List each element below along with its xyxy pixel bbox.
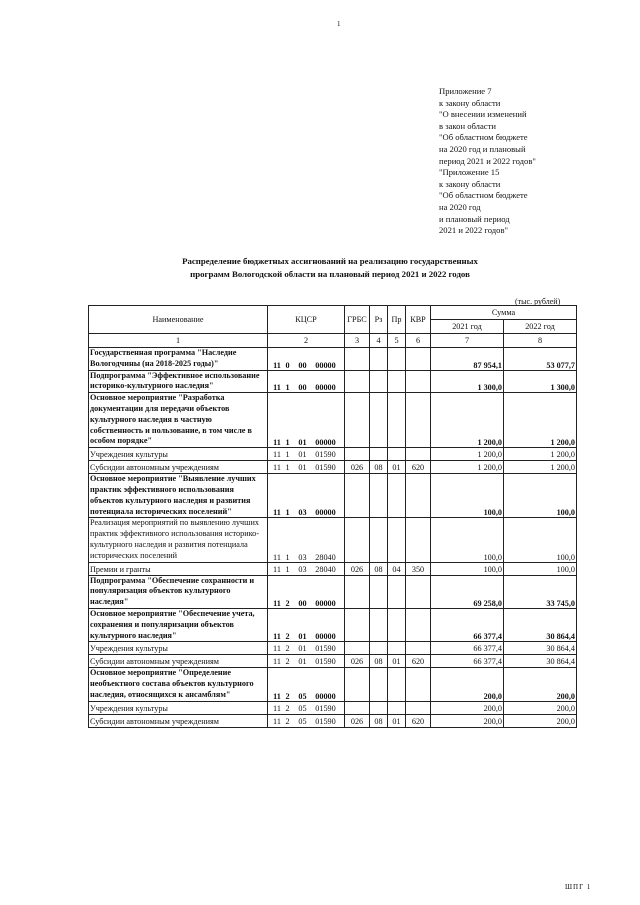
kcsr-part: 11 [273, 552, 281, 562]
kcsr-part: 00000 [315, 438, 336, 448]
kcsr-part: 11 [273, 463, 281, 473]
row-rz [370, 701, 388, 714]
row-sum-2022: 30 864,4 [504, 608, 577, 641]
row-grbs [345, 448, 370, 461]
row-kcsr [268, 562, 345, 575]
kcsr-part: 03 [298, 552, 307, 562]
kcsr-part: 1 [285, 564, 290, 574]
kcsr-part: 00000 [315, 383, 336, 393]
kcsr-part: 28040 [315, 564, 336, 574]
row-name: Учреждения культуры [89, 701, 268, 714]
row-kcsr [268, 461, 345, 474]
row-sum-2021: 1 300,0 [431, 370, 504, 393]
table-row [89, 474, 577, 518]
row-grbs: 026 [345, 461, 370, 474]
header-pr: Пр [388, 306, 406, 334]
kcsr-part: 01590 [315, 657, 336, 667]
row-grbs [345, 668, 370, 701]
row-kcsr [268, 370, 345, 393]
row-sum-2021: 1 200,0 [431, 393, 504, 448]
appendix-line: "Об областном бюджете [439, 132, 528, 143]
row-sum-2022: 100,0 [504, 474, 577, 518]
row-kcsr [268, 701, 345, 714]
row-rz [370, 575, 388, 608]
row-grbs: 026 [345, 714, 370, 727]
kcsr-part: 05 [298, 716, 307, 726]
row-pr [388, 608, 406, 641]
row-rz: 08 [370, 655, 388, 668]
kcsr-part: 1 [285, 450, 290, 460]
row-kvr [406, 348, 431, 371]
kcsr-part: 11 [273, 598, 281, 608]
row-kvr [406, 668, 431, 701]
row-pr: 01 [388, 714, 406, 727]
row-grbs [345, 701, 370, 714]
header-kcsr: КЦСР [268, 306, 345, 334]
row-kcsr [268, 518, 345, 562]
row-name: Премии и гранты [89, 562, 268, 575]
column-number: 5 [388, 334, 406, 348]
row-sum-2021: 100,0 [431, 518, 504, 562]
header-year-2022: 2022 год [504, 320, 577, 334]
row-rz [370, 474, 388, 518]
kcsr-part: 1 [285, 508, 290, 518]
row-name: Основное мероприятие "Определение необъектного состава объектов культурного наследия, относящихся к ансамблям" [89, 668, 268, 701]
kcsr-part: 11 [273, 383, 281, 393]
page-number: 1 [337, 20, 341, 28]
header-year-2021: 2021 год [431, 320, 504, 334]
row-kvr [406, 701, 431, 714]
kcsr-part: 01 [298, 632, 307, 642]
appendix-line: к закону области [439, 97, 501, 108]
kcsr-part: 11 [273, 438, 281, 448]
row-kvr [406, 518, 431, 562]
column-number: 2 [268, 334, 345, 348]
kcsr-part: 11 [273, 508, 281, 518]
row-rz [370, 370, 388, 393]
row-name: Субсидии автономным учреждениям [89, 461, 268, 474]
budget-table [88, 305, 577, 728]
kcsr-part: 00000 [315, 691, 336, 701]
column-number: 8 [504, 334, 577, 348]
row-pr: 04 [388, 562, 406, 575]
row-name: Основное мероприятие "Выявление лучших практик эффективного использования объектов культурного наследия и развития потенциала исторических поселений" [89, 474, 268, 518]
row-sum-2021: 200,0 [431, 701, 504, 714]
kcsr-part: 01 [298, 644, 307, 654]
row-sum-2021: 87 954,1 [431, 348, 504, 371]
row-sum-2022: 1 200,0 [504, 448, 577, 461]
kcsr-part: 01 [298, 438, 307, 448]
kcsr-part: 00 [298, 360, 307, 370]
kcsr-part: 1 [285, 463, 290, 473]
row-name: Основное мероприятие "Разработка документации для передачи объектов культурного наследия в частную собственность и пользование, в том числе в особом порядке" [89, 393, 268, 448]
table-body [89, 348, 577, 728]
kcsr-part: 01 [298, 657, 307, 667]
row-kvr: 620 [406, 461, 431, 474]
column-number: 6 [406, 334, 431, 348]
row-grbs: 026 [345, 562, 370, 575]
row-grbs [345, 370, 370, 393]
kcsr-part: 01590 [315, 463, 336, 473]
row-grbs: 026 [345, 655, 370, 668]
row-rz: 08 [370, 461, 388, 474]
row-sum-2022: 100,0 [504, 518, 577, 562]
table-row [89, 608, 577, 641]
appendix-line: период 2021 и 2022 годов" [439, 155, 536, 166]
row-kcsr [268, 348, 345, 371]
kcsr-part: 05 [298, 691, 307, 701]
row-pr [388, 370, 406, 393]
title-line-2: программ Вологодской области на плановый период 2021 и 2022 годов [190, 269, 470, 279]
kcsr-part: 03 [298, 564, 307, 574]
header-rz: Рз [370, 306, 388, 334]
kcsr-part: 00000 [315, 360, 336, 370]
row-pr [388, 701, 406, 714]
row-kvr [406, 642, 431, 655]
row-pr: 01 [388, 461, 406, 474]
row-kcsr [268, 714, 345, 727]
kcsr-part: 2 [285, 598, 290, 608]
row-rz [370, 642, 388, 655]
row-sum-2021: 66 377,4 [431, 642, 504, 655]
row-sum-2022: 53 077,7 [504, 348, 577, 371]
row-sum-2022: 1 300,0 [504, 370, 577, 393]
row-sum-2021: 100,0 [431, 474, 504, 518]
row-sum-2022: 1 200,0 [504, 461, 577, 474]
row-sum-2022: 200,0 [504, 714, 577, 727]
row-pr [388, 448, 406, 461]
kcsr-part: 11 [273, 691, 281, 701]
column-number: 7 [431, 334, 504, 348]
table-row [89, 562, 577, 575]
table-row [89, 701, 577, 714]
row-name: Подпрограмма "Обеспечение сохранности и популяризация объектов культурного наследия" [89, 575, 268, 608]
row-sum-2022: 30 864,4 [504, 642, 577, 655]
appendix-line: "Об областном бюджете [439, 190, 528, 201]
kcsr-part: 11 [273, 716, 281, 726]
header-name: Наименование [89, 306, 268, 334]
row-kvr [406, 575, 431, 608]
row-sum-2021: 66 377,4 [431, 655, 504, 668]
row-pr [388, 518, 406, 562]
kcsr-part: 1 [285, 383, 290, 393]
row-sum-2021: 1 200,0 [431, 461, 504, 474]
row-kcsr [268, 448, 345, 461]
table-row [89, 370, 577, 393]
row-kcsr [268, 575, 345, 608]
row-name: Подпрограмма "Эффективное использование историко-культурного наследия" [89, 370, 268, 393]
row-grbs [345, 575, 370, 608]
row-kvr: 620 [406, 655, 431, 668]
appendix-line: и плановый период [439, 213, 510, 224]
kcsr-part: 11 [273, 450, 281, 460]
row-sum-2022: 33 745,0 [504, 575, 577, 608]
row-pr [388, 642, 406, 655]
row-rz [370, 668, 388, 701]
kcsr-part: 2 [285, 644, 290, 654]
row-sum-2021: 69 258,0 [431, 575, 504, 608]
row-sum-2021: 66 377,4 [431, 608, 504, 641]
kcsr-part: 01 [298, 463, 307, 473]
table-row [89, 668, 577, 701]
kcsr-part: 05 [298, 703, 307, 713]
row-kvr [406, 393, 431, 448]
kcsr-part: 2 [285, 691, 290, 701]
appendix-line: на 2020 год и плановый [439, 143, 526, 154]
row-rz [370, 518, 388, 562]
row-grbs [345, 642, 370, 655]
row-pr [388, 575, 406, 608]
row-sum-2022: 200,0 [504, 701, 577, 714]
table-row [89, 714, 577, 727]
table-row [89, 448, 577, 461]
row-pr [388, 393, 406, 448]
row-rz: 08 [370, 562, 388, 575]
row-kvr: 620 [406, 714, 431, 727]
kcsr-part: 01 [298, 450, 307, 460]
table-row [89, 655, 577, 668]
kcsr-part: 00 [298, 383, 307, 393]
row-pr: 01 [388, 655, 406, 668]
footer-mark: ШПГ 1 [565, 883, 592, 891]
row-kvr: 350 [406, 562, 431, 575]
units-label: (тыс. рублей) [515, 297, 561, 306]
row-name: Субсидии автономным учреждениям [89, 655, 268, 668]
row-rz [370, 348, 388, 371]
appendix-note [439, 86, 629, 237]
row-kvr [406, 608, 431, 641]
row-rz: 08 [370, 714, 388, 727]
row-sum-2021: 1 200,0 [431, 448, 504, 461]
kcsr-part: 1 [285, 438, 290, 448]
row-sum-2022: 1 200,0 [504, 393, 577, 448]
row-kcsr [268, 668, 345, 701]
row-name: Государственная программа "Наследие Вологодчины (на 2018-2025 годы)" [89, 348, 268, 371]
column-number: 4 [370, 334, 388, 348]
row-grbs [345, 474, 370, 518]
table-row [89, 393, 577, 448]
kcsr-part: 00 [298, 598, 307, 608]
row-grbs [345, 393, 370, 448]
row-sum-2022: 100,0 [504, 562, 577, 575]
table-row [89, 348, 577, 371]
kcsr-part: 0 [285, 360, 290, 370]
kcsr-part: 11 [273, 360, 281, 370]
row-sum-2021: 200,0 [431, 714, 504, 727]
row-kcsr [268, 655, 345, 668]
header-grbs: ГРБС [345, 306, 370, 334]
kcsr-part: 11 [273, 657, 281, 667]
row-name: Учреждения культуры [89, 642, 268, 655]
row-rz [370, 393, 388, 448]
kcsr-part: 2 [285, 657, 290, 667]
row-pr [388, 474, 406, 518]
row-kcsr [268, 608, 345, 641]
row-kcsr [268, 474, 345, 518]
kcsr-part: 01590 [315, 703, 336, 713]
kcsr-part: 00000 [315, 598, 336, 608]
kcsr-part: 2 [285, 632, 290, 642]
kcsr-part: 00000 [315, 632, 336, 642]
kcsr-part: 11 [273, 644, 281, 654]
kcsr-part: 1 [285, 552, 290, 562]
row-grbs [345, 348, 370, 371]
header-sum: Сумма [431, 306, 577, 320]
row-kcsr [268, 393, 345, 448]
column-number: 3 [345, 334, 370, 348]
kcsr-part: 00000 [315, 508, 336, 518]
table-row [89, 642, 577, 655]
appendix-line: "О внесении изменений [439, 109, 527, 120]
appendix-line: Приложение 7 [439, 86, 492, 96]
row-kvr [406, 474, 431, 518]
appendix-line: "Приложение 15 [439, 167, 500, 178]
row-sum-2021: 200,0 [431, 668, 504, 701]
row-name: Субсидии автономным учреждениям [89, 714, 268, 727]
appendix-line: на 2020 год [439, 201, 481, 212]
column-number: 1 [89, 334, 268, 348]
row-kvr [406, 370, 431, 393]
row-pr [388, 668, 406, 701]
document-title [150, 255, 510, 281]
kcsr-part: 11 [273, 703, 281, 713]
row-rz [370, 608, 388, 641]
column-numbers-row [89, 334, 577, 348]
kcsr-part: 11 [273, 632, 281, 642]
row-name: Учреждения культуры [89, 448, 268, 461]
row-sum-2022: 200,0 [504, 668, 577, 701]
kcsr-part: 03 [298, 508, 307, 518]
row-grbs [345, 518, 370, 562]
row-name: Реализация мероприятий по выявлению лучших практик эффективного использования историко-культурного наследия и развития потенциала исторических поселений [89, 518, 268, 562]
kcsr-part: 11 [273, 564, 281, 574]
appendix-line: 2021 и 2022 годов" [439, 225, 509, 236]
kcsr-part: 01590 [315, 644, 336, 654]
row-kcsr [268, 642, 345, 655]
kcsr-part: 2 [285, 716, 290, 726]
row-pr [388, 348, 406, 371]
table-row [89, 518, 577, 562]
header-kvr: КВР [406, 306, 431, 334]
kcsr-part: 28040 [315, 552, 336, 562]
row-sum-2022: 30 864,4 [504, 655, 577, 668]
kcsr-part: 01590 [315, 716, 336, 726]
table-row [89, 461, 577, 474]
kcsr-part: 2 [285, 703, 290, 713]
row-kvr [406, 448, 431, 461]
title-line-1: Распределение бюджетных ассигнований на реализацию государственных [182, 256, 478, 266]
row-grbs [345, 608, 370, 641]
row-sum-2021: 100,0 [431, 562, 504, 575]
row-name: Основное мероприятие "Обеспечение учета, сохранения и популяризации объектов культурного наследия" [89, 608, 268, 641]
kcsr-part: 01590 [315, 450, 336, 460]
appendix-line: в закон области [439, 120, 496, 131]
row-rz [370, 448, 388, 461]
table-row [89, 575, 577, 608]
appendix-line: к закону области [439, 178, 501, 189]
